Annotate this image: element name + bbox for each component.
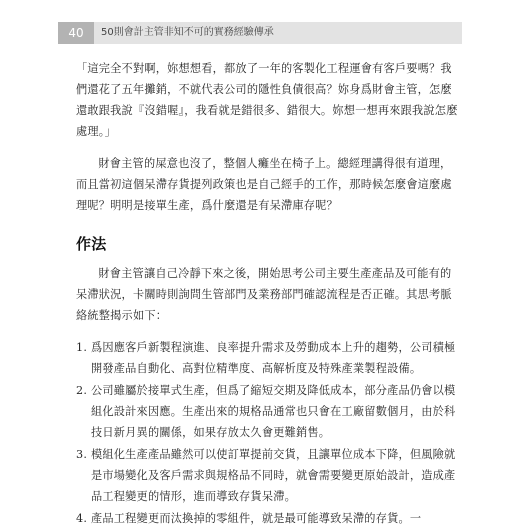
section-intro: 財會主管讓自己冷靜下來之後，開始思考公司主要生產產品及可能有的呆滯狀況，卡關時則詢問生管部門及業務部門確認流程是否正確。其思考脈絡統整揭示如下： (76, 267, 452, 322)
list-item (76, 444, 462, 507)
list-item (76, 380, 462, 443)
list-item-number: 3. (76, 448, 88, 461)
list-item (76, 508, 462, 529)
list-item (76, 337, 462, 379)
list-item-number: 1. (76, 341, 88, 354)
list-item-text: 模組化生產產品雖然可以使訂單提前交貨，且讓單位成本下降，但風險就是市場變化及客戶需求與規格品不同時，就會需要變更原始設計，造成產品工程變更的情形，進而導致存貨呆滯。 (91, 448, 456, 503)
page-header (58, 22, 462, 44)
page-number: 40 (58, 22, 94, 44)
quote-paragraph: 「這完全不對啊，妳想想看，都放了一年的客製化工程運會有客戶要嗎？我們還花了五年攤銷，不就代表公司的隱性負債很高？妳身爲財會主管，怎麼還敢跟我說『沒錯喔』，我看就是錯很多、錯很大。妳想一想再來跟我說怎麼處理。」 (76, 62, 458, 138)
list-item-text: 產品工程變更而汰換掉的零組件，就是最可能導致呆滯的存貨。一 (91, 512, 422, 525)
list-item-text: 爲因應客戶新製程演進、良率提升需求及勞動成本上升的趨勢，公司積極開發產品自動化、高對位精準度、高解析度及特殊產業製程設備。 (91, 341, 456, 375)
list-item-text: 公司雖屬於接單式生產，但爲了縮短交期及降低成本，部分產品仍會以模組化設計來因應。生產出來的規格品通常也只會在工廠留數個月，由於科技日新月異的關係，如果存放太久會更難銷售。 (91, 384, 456, 439)
list-item-number: 2. (76, 384, 88, 397)
narrative-paragraph: 財會主管的屎意也沒了，整個人癱坐在椅子上。總經理講得很有道理，而且當初這個呆滯存貨提列政策也是自己經手的工作，那時候怎麼會這麼處理呢？明明是接單生產，爲什麼還是有呆滯庫存呢？ (76, 157, 452, 212)
numbered-list (76, 337, 462, 529)
main-content (76, 58, 462, 530)
list-item-number: 4. (76, 512, 88, 525)
book-title: 50則會計主管非知不可的實務經驗傳承 (101, 27, 274, 38)
section-heading: 作法 (76, 235, 107, 253)
